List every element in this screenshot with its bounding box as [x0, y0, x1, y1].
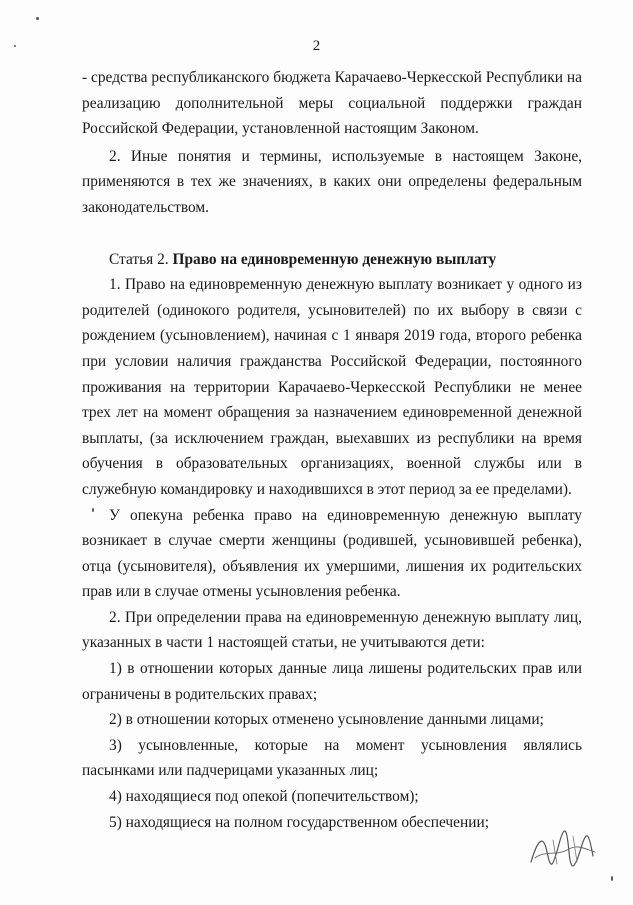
scan-speck — [36, 17, 39, 20]
page-number: 2 — [312, 38, 321, 54]
paragraph-terms: 2. Иные понятия и термины, используемые в настоящем Законе, применяются в тех же значениях, в каких они определены федеральным законодательством. — [82, 147, 582, 216]
handwritten-signature — [523, 822, 603, 874]
scan-speck — [14, 45, 16, 47]
article-number: Статья 2. — [109, 250, 173, 268]
list-item-exclusion-3: 3) усыновленные, которые на момент усыновления являлись пасынками или падчерицами указанных лиц; — [82, 736, 582, 780]
document-body — [82, 65, 582, 835]
list-item-exclusion-2: 2) в отношении которых отменено усыновление данными лицами; — [109, 711, 544, 729]
scan-speck — [611, 876, 613, 881]
scan-speck — [92, 508, 94, 512]
paragraph-guardian: У опекуна ребенка право на единовременную денежную выплату возникает в случае смерти женщины (родившей, усыновившей ребенка), отца (усыновителя), объявления их умершими, лишения их родительских прав или в случае отмены усыновления ребенка. — [82, 506, 582, 601]
list-item-exclusion-4: 4) находящиеся под опекой (попечительством); — [109, 788, 419, 806]
paragraph-budget-funds: - средства республиканского бюджета Карачаево-Черкесской Республики на реализацию дополнительной меры социальной поддержки граждан Российской Федерации, установленной настоящим Законом. — [82, 69, 582, 138]
article-title: Право на единовременную денежную выплату — [172, 250, 497, 268]
paragraph-exclusions-intro: 2. При определении права на единовременную денежную выплату лиц, указанных в части 1 настоящей статьи, не учитываются дети: — [82, 608, 582, 652]
paragraph-right-to-payment: 1. Право на единовременную денежную выплату возникает у одного из родителей (одинокого родителя, усыновителей) по их выбору в связи с рождением (усыновлением), начиная с 1 января 2019 года, второго ребенка при условии наличия гражданства Российской Федерации, постоянного проживания на территории Карачаево-Черкесской Республики не менее трех лет на момент обращения за назначением единовременной денежной выплаты, (за исключением граждан, выехавших из республики на время обучения в образовательных организациях, военной службы или в служебную командировку и находившихся в этот период за ее пределами). — [82, 276, 582, 498]
article-heading — [82, 247, 582, 273]
list-item-exclusion-5: 5) находящиеся на полном государственном обеспечении; — [109, 813, 489, 831]
list-item-exclusion-1: 1) в отношении которых данные лица лишены родительских прав или ограничены в родительских правах; — [82, 660, 582, 703]
